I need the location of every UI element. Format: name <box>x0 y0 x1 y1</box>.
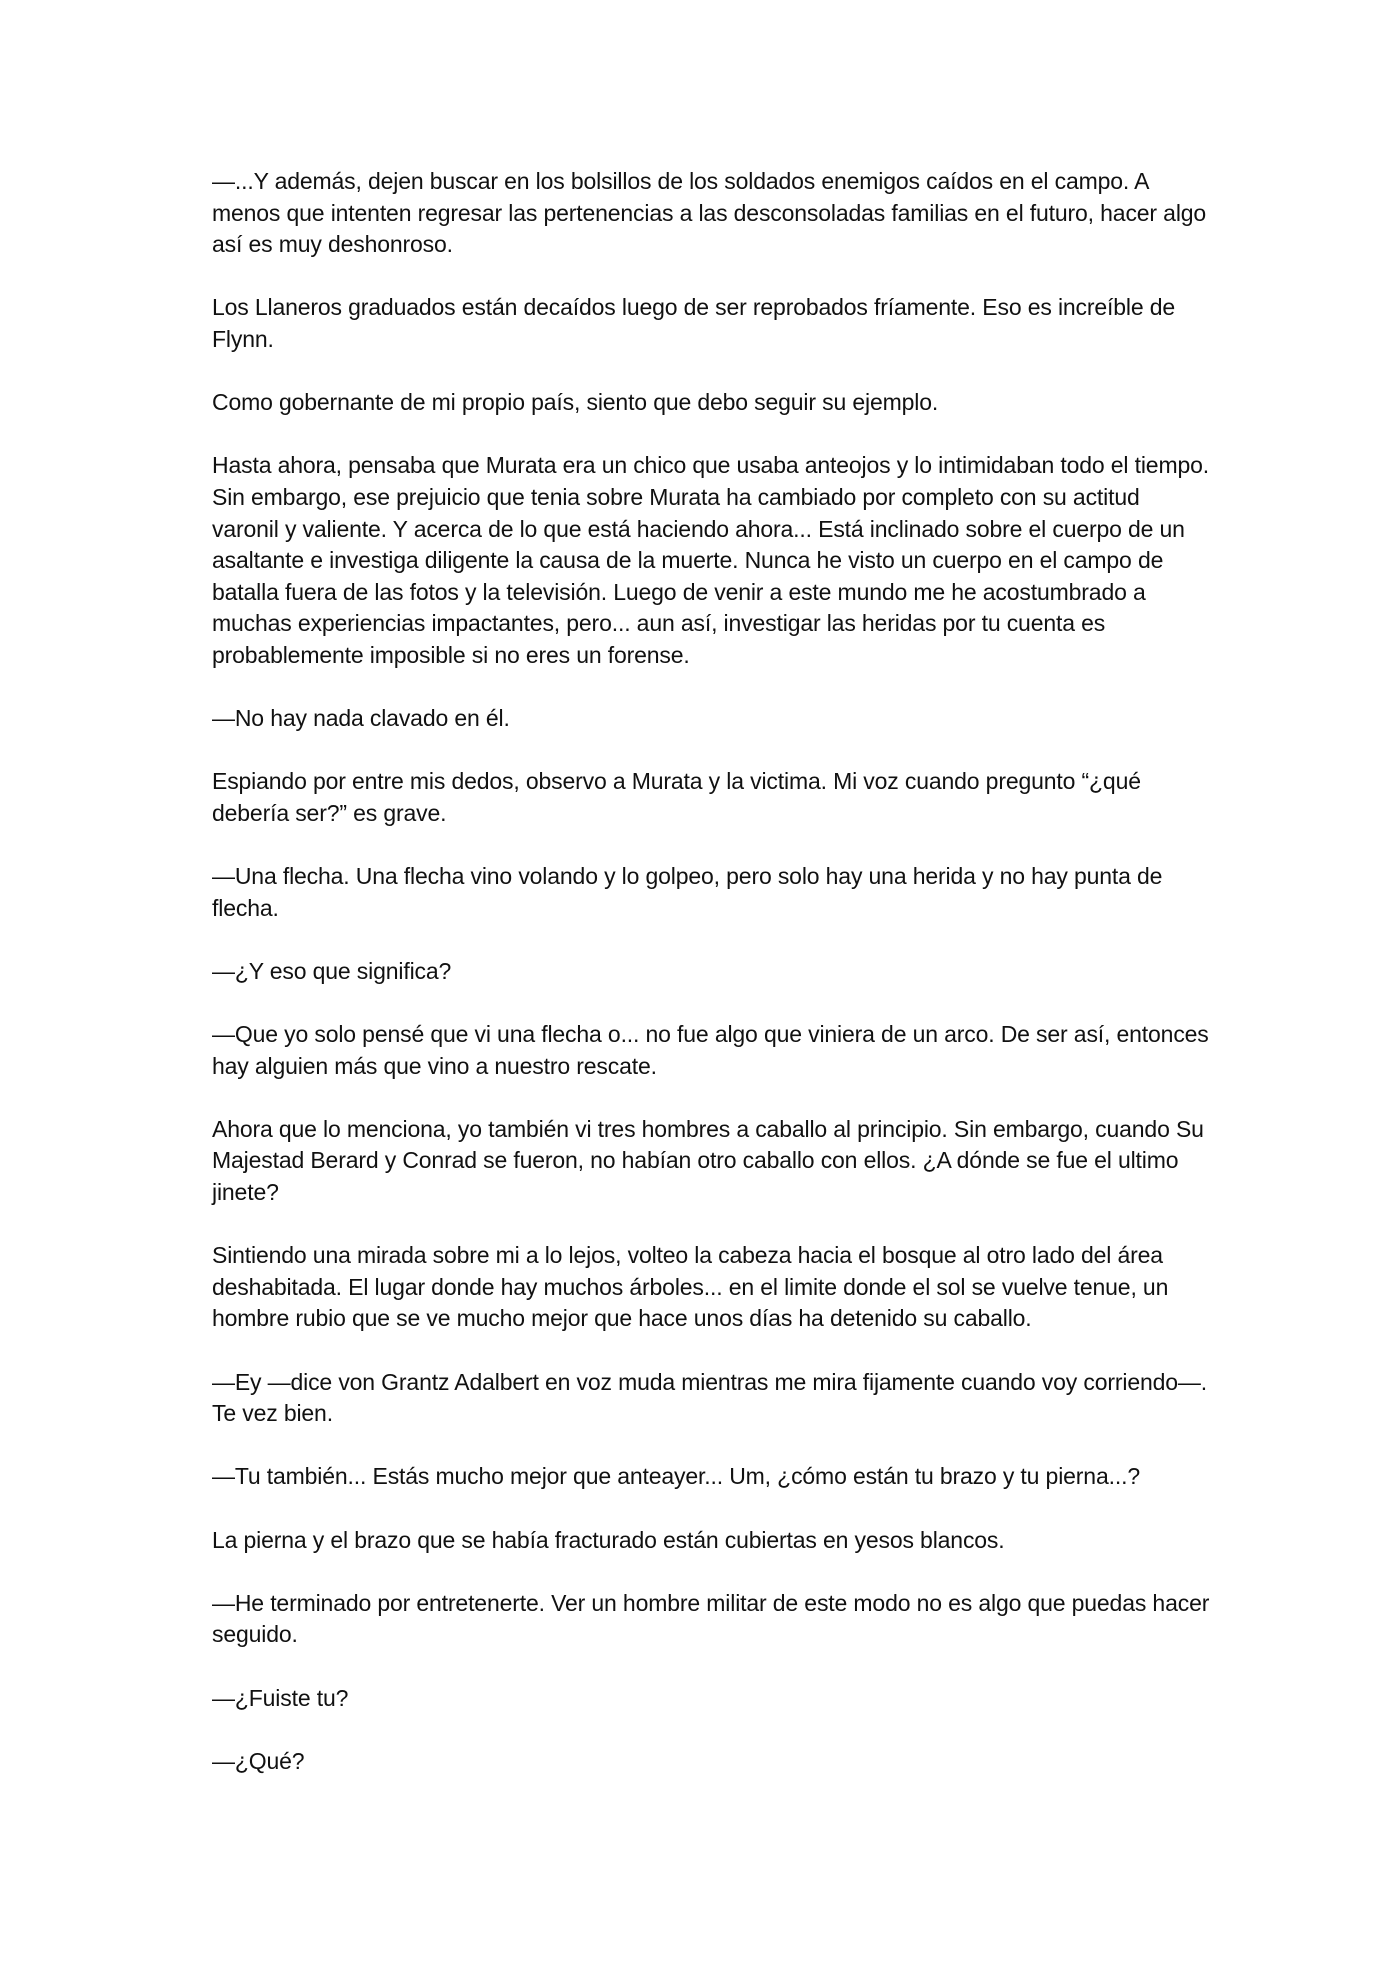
paragraph-7: —Una flecha. Una flecha vino volando y lo golpeo, pero solo hay una herida y no hay punta de flecha. <box>212 863 1163 921</box>
paragraph-11: Sintiendo una mirada sobre mi a lo lejos, volteo la cabeza hacia el bosque al otro lado del área deshabitada. El lugar donde hay muchos árboles... en el limite donde el sol se vuelve tenue, un hombre rubio que se ve mucho mejor que hace unos días ha detenido su caballo. <box>212 1242 1169 1332</box>
paragraph-4: Hasta ahora, pensaba que Murata era un chico que usaba anteojos y lo intimidaban todo el tiempo. Sin embargo, ese prejuicio que tenia sobre Murata ha cambiado por completo con su actitud varonil y valiente. Y acerca de lo que está haciendo ahora... Está inclinado sobre el cuerpo de un asaltante e investiga diligente la causa de la muerte. Nunca he visto un cuerpo en el campo de batalla fuera de las fotos y la televisión. Luego de venir a este mundo me he acostumbrado a muchas experiencias impactantes, pero... aun así, investigar las heridas por tu cuenta es probablemente imposible si no eres un forense. <box>212 452 1209 668</box>
paragraph-17: —¿Qué? <box>212 1747 305 1774</box>
paragraph-5: —No hay nada clavado en él. <box>212 705 510 732</box>
paragraph-9: —Que yo solo pensé que vi una flecha o... no fue algo que viniera de un arco. De ser así, entonces hay alguien más que vino a nuestro rescate. <box>212 1021 1209 1079</box>
paragraph-10: Ahora que lo menciona, yo también vi tres hombres a caballo al principio. Sin embargo, cuando Su Majestad Berard y Conrad se fueron, no habían otro caballo con ellos. ¿A dónde se fue el ultimo jinete? <box>212 1115 1204 1205</box>
paragraph-2: Los Llaneros graduados están decaídos luego de ser reprobados fríamente. Eso es increíble de Flynn. <box>212 294 1176 352</box>
paragraph-16: —¿Fuiste tu? <box>212 1684 349 1711</box>
paragraph-13: —Tu también... Estás mucho mejor que anteayer... Um, ¿cómo están tu brazo y tu pierna...? <box>212 1463 1140 1490</box>
paragraph-1: —...Y además, dejen buscar en los bolsillos de los soldados enemigos caídos en el campo. A menos que intenten regresar las pertenencias a las desconsoladas familias en el futuro, hacer algo así es muy deshonroso. <box>212 168 1207 258</box>
document-page <box>212 166 1212 1809</box>
paragraph-15: —He terminado por entretenerte. Ver un hombre militar de este modo no es algo que puedas hacer seguido. <box>212 1589 1210 1648</box>
paragraph-12: —Ey —dice von Grantz Adalbert en voz muda mientras me mira fijamente cuando voy corriendo—. Te vez bien. <box>212 1368 1207 1427</box>
paragraph-8: —¿Y eso que significa? <box>212 957 452 984</box>
paragraph-3: Como gobernante de mi propio país, siento que debo seguir su ejemplo. <box>212 389 939 416</box>
paragraph-6: Espiando por entre mis dedos, observo a Murata y la victima. Mi voz cuando pregunto “¿qué debería ser?” es grave. <box>212 768 1141 826</box>
paragraph-14: La pierna y el brazo que se había fracturado están cubiertas en yesos blancos. <box>212 1526 1005 1553</box>
